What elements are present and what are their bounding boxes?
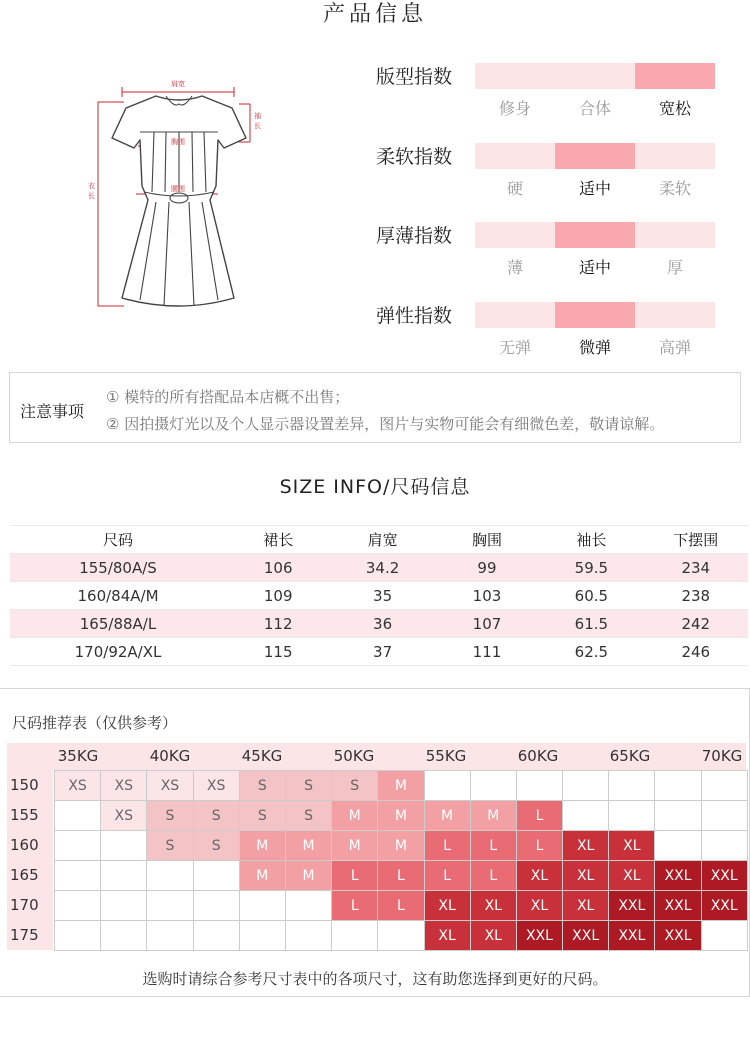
size-table-cell: 下摆围 xyxy=(644,526,748,554)
weight-label: 50KG xyxy=(333,747,375,765)
grid-row xyxy=(55,801,748,831)
index-bar-segment xyxy=(555,302,635,328)
height-label: 150 xyxy=(7,770,53,800)
grid-cell: XS xyxy=(101,771,147,801)
index-bar xyxy=(475,222,715,248)
size-table-cell: 35 xyxy=(330,582,434,610)
grid-cell xyxy=(239,921,285,951)
grid-cell: M xyxy=(332,801,378,831)
size-table-cell: 103 xyxy=(435,582,539,610)
waist-label: 腰围 xyxy=(171,185,185,193)
size-table-cell: 242 xyxy=(644,610,748,638)
grid-cell: M xyxy=(378,831,424,861)
index-label: 厚薄指数 xyxy=(376,225,453,247)
size-table-cell: 107 xyxy=(435,610,539,638)
height-label: 165 xyxy=(7,860,53,890)
grid-cell xyxy=(563,801,609,831)
grid-cell xyxy=(193,891,239,921)
size-table-cell: 胸围 xyxy=(435,526,539,554)
weight-label: 45KG xyxy=(241,747,283,765)
weight-label: 60KG xyxy=(517,747,559,765)
grid-cell: XS xyxy=(147,771,193,801)
size-table-cell: 肩宽 xyxy=(330,526,434,554)
grid-cell: M xyxy=(424,801,470,831)
grid-cell: L xyxy=(332,891,378,921)
index-bar-segment xyxy=(635,222,715,248)
grid-cell: S xyxy=(193,831,239,861)
grid-cell: XXL xyxy=(655,891,701,921)
sleeve-label-2: 长 xyxy=(254,122,261,130)
grid-cell xyxy=(285,921,331,951)
grid-cell xyxy=(239,891,285,921)
grid-row xyxy=(55,921,748,951)
grid-cell xyxy=(55,861,101,891)
grid-cell: XXL xyxy=(655,861,701,891)
size-table-cell: 160/84A/M xyxy=(10,582,226,610)
grid-cell xyxy=(701,771,747,801)
index-option: 薄 xyxy=(506,258,523,277)
index-label: 版型指数 xyxy=(376,66,453,88)
notice-line-1: ① 模特的所有搭配品本店概不出售； xyxy=(106,388,350,406)
index-bar-segment xyxy=(475,63,555,89)
page-title: 产品信息 xyxy=(322,2,427,27)
index-option: 厚 xyxy=(666,258,683,277)
grid-cell xyxy=(101,861,147,891)
grid-row xyxy=(55,771,748,801)
grid-cell: XL xyxy=(563,891,609,921)
index-bar-segment xyxy=(635,63,715,89)
grid-cell: XL xyxy=(609,831,655,861)
index-options xyxy=(475,335,715,358)
index-option: 适中 xyxy=(578,258,611,277)
grid-cell: S xyxy=(332,771,378,801)
grid-row xyxy=(55,831,748,861)
grid-cell xyxy=(147,921,193,951)
grid-cell xyxy=(193,861,239,891)
grid-cell: XL xyxy=(424,921,470,951)
grid-cell: L xyxy=(378,861,424,891)
index-bar-segment xyxy=(635,143,715,169)
grid-cell xyxy=(424,771,470,801)
grid-cell xyxy=(55,801,101,831)
grid-cell: S xyxy=(285,801,331,831)
size-table-cell: 115 xyxy=(226,638,330,666)
grid-cell: XXL xyxy=(609,921,655,951)
index-bar xyxy=(475,302,715,328)
grid-cell: S xyxy=(239,801,285,831)
size-info-title: SIZE INFO/尺码信息 xyxy=(279,476,471,498)
grid-cell: S xyxy=(147,801,193,831)
index-options xyxy=(475,96,715,119)
index-options xyxy=(475,176,715,199)
height-label: 170 xyxy=(7,890,53,920)
grid-cell xyxy=(655,831,701,861)
grid-cell: L xyxy=(424,861,470,891)
size-table-row xyxy=(10,638,748,666)
grid-cell: XL xyxy=(563,861,609,891)
grid-cell: M xyxy=(332,831,378,861)
index-option: 柔软 xyxy=(658,179,691,198)
grid-cell: XXL xyxy=(701,891,747,921)
size-recommend-note: 选购时请综合参考尺寸表中的各项尺寸，这有助您选择到更好的尺码。 xyxy=(142,970,608,988)
size-recommend-title: 尺码推荐表（仅供参考） xyxy=(12,714,178,732)
height-label: 160 xyxy=(7,830,53,860)
grid-cell: L xyxy=(424,831,470,861)
index-bar-segment xyxy=(475,143,555,169)
index-label: 弹性指数 xyxy=(376,305,453,327)
grid-cell: L xyxy=(332,861,378,891)
index-bar-segment xyxy=(635,302,715,328)
grid-cell: XL xyxy=(563,831,609,861)
grid-cell xyxy=(101,891,147,921)
weight-label: 55KG xyxy=(425,747,467,765)
size-table-cell: 36 xyxy=(330,610,434,638)
grid-cell: XL xyxy=(516,891,562,921)
grid-cell: XS xyxy=(193,771,239,801)
grid-cell: L xyxy=(470,861,516,891)
grid-cell: XS xyxy=(55,771,101,801)
weight-label: 70KG xyxy=(701,747,743,765)
notice-label: 注意事项 xyxy=(20,402,85,421)
length-label-2: 长 xyxy=(88,192,95,200)
size-table-cell: 109 xyxy=(226,582,330,610)
grid-cell: L xyxy=(516,801,562,831)
index-label: 柔软指数 xyxy=(376,146,453,168)
grid-cell: L xyxy=(378,891,424,921)
size-table-row xyxy=(10,610,748,638)
grid-cell: L xyxy=(516,831,562,861)
weight-label: 35KG xyxy=(57,747,99,765)
grid-cell xyxy=(55,831,101,861)
grid-cell: XXL xyxy=(609,891,655,921)
size-table-cell: 34.2 xyxy=(330,554,434,582)
length-label-1: 衣 xyxy=(88,182,95,190)
index-bar-segment xyxy=(555,222,635,248)
size-table-cell: 62.5 xyxy=(539,638,643,666)
grid-cell xyxy=(147,861,193,891)
grid-cell: M xyxy=(239,861,285,891)
grid-cell: M xyxy=(285,861,331,891)
grid-cell xyxy=(609,801,655,831)
index-option: 修身 xyxy=(498,99,531,118)
size-table xyxy=(10,525,748,666)
grid-cell xyxy=(378,921,424,951)
sleeve-label-1: 袖 xyxy=(254,112,261,120)
grid-cell xyxy=(563,771,609,801)
grid-cell: S xyxy=(285,771,331,801)
size-table-cell: 99 xyxy=(435,554,539,582)
size-table-row xyxy=(10,554,748,582)
grid-cell: M xyxy=(470,801,516,831)
size-table-cell: 106 xyxy=(226,554,330,582)
size-table-header xyxy=(10,526,748,554)
index-option: 高弹 xyxy=(658,338,691,357)
grid-cell xyxy=(285,891,331,921)
index-option: 适中 xyxy=(578,179,611,198)
grid-cell xyxy=(55,921,101,951)
grid-cell: M xyxy=(378,771,424,801)
grid-cell xyxy=(193,921,239,951)
grid-cell: XL xyxy=(516,861,562,891)
size-table-cell: 111 xyxy=(435,638,539,666)
size-table-cell: 170/92A/XL xyxy=(10,638,226,666)
grid-cell xyxy=(101,831,147,861)
grid-cell: M xyxy=(285,831,331,861)
grid-cell: S xyxy=(239,771,285,801)
grid-cell xyxy=(55,891,101,921)
notice-box xyxy=(9,372,741,443)
size-table-cell: 155/80A/S xyxy=(10,554,226,582)
grid-cell xyxy=(701,831,747,861)
index-option: 微弹 xyxy=(578,338,611,357)
notice-line-2: ② 因拍摄灯光以及个人显示器设置差异，图片与实物可能会有细微色差，敬请谅解。 xyxy=(106,415,665,433)
size-table-cell: 238 xyxy=(644,582,748,610)
weight-label: 65KG xyxy=(609,747,651,765)
size-table-cell: 60.5 xyxy=(539,582,643,610)
grid-cell: L xyxy=(470,831,516,861)
grid-cell xyxy=(701,801,747,831)
shoulder-label: 肩宽 xyxy=(171,80,185,88)
size-table-cell: 59.5 xyxy=(539,554,643,582)
grid-cell xyxy=(147,891,193,921)
grid-cell: S xyxy=(147,831,193,861)
grid-cell: XL xyxy=(470,921,516,951)
index-option: 无弹 xyxy=(498,338,531,357)
index-bar xyxy=(475,63,715,89)
grid-cell: XL xyxy=(424,891,470,921)
size-table-cell: 246 xyxy=(644,638,748,666)
size-table-cell: 165/88A/L xyxy=(10,610,226,638)
size-table-cell: 61.5 xyxy=(539,610,643,638)
grid-cell: XXL xyxy=(516,921,562,951)
grid-cell: XXL xyxy=(701,861,747,891)
size-table-cell: 裙长 xyxy=(226,526,330,554)
chest-label: 胸围 xyxy=(171,138,185,146)
size-table-cell: 37 xyxy=(330,638,434,666)
dress-diagram xyxy=(84,74,274,324)
grid-cell: S xyxy=(193,801,239,831)
grid-cell xyxy=(609,771,655,801)
weight-label: 40KG xyxy=(149,747,191,765)
grid-row xyxy=(55,861,748,891)
index-option: 合体 xyxy=(578,99,611,118)
index-bar-segment xyxy=(555,143,635,169)
index-option: 宽松 xyxy=(658,99,691,118)
size-recommend-grid xyxy=(54,770,748,951)
size-table-row xyxy=(10,582,748,610)
grid-cell xyxy=(516,771,562,801)
size-table-cell: 袖长 xyxy=(539,526,643,554)
size-table-cell: 112 xyxy=(226,610,330,638)
grid-row xyxy=(55,891,748,921)
index-bar-segment xyxy=(475,302,555,328)
grid-cell xyxy=(101,921,147,951)
grid-cell xyxy=(655,801,701,831)
grid-cell xyxy=(332,921,378,951)
grid-cell xyxy=(655,771,701,801)
grid-cell: XXL xyxy=(655,921,701,951)
grid-cell: M xyxy=(378,801,424,831)
index-bar xyxy=(475,143,715,169)
size-table-cell: 尺码 xyxy=(10,526,226,554)
grid-cell: XXL xyxy=(563,921,609,951)
index-option: 硬 xyxy=(506,179,523,198)
grid-cell xyxy=(470,771,516,801)
index-bar-segment xyxy=(475,222,555,248)
grid-cell: XS xyxy=(101,801,147,831)
grid-cell xyxy=(701,921,747,951)
grid-cell: M xyxy=(239,831,285,861)
height-label: 155 xyxy=(7,800,53,830)
grid-cell: XL xyxy=(470,891,516,921)
grid-cell: XL xyxy=(609,861,655,891)
height-label: 175 xyxy=(7,920,53,950)
index-options xyxy=(475,255,715,278)
index-bar-segment xyxy=(555,63,635,89)
size-table-cell: 234 xyxy=(644,554,748,582)
